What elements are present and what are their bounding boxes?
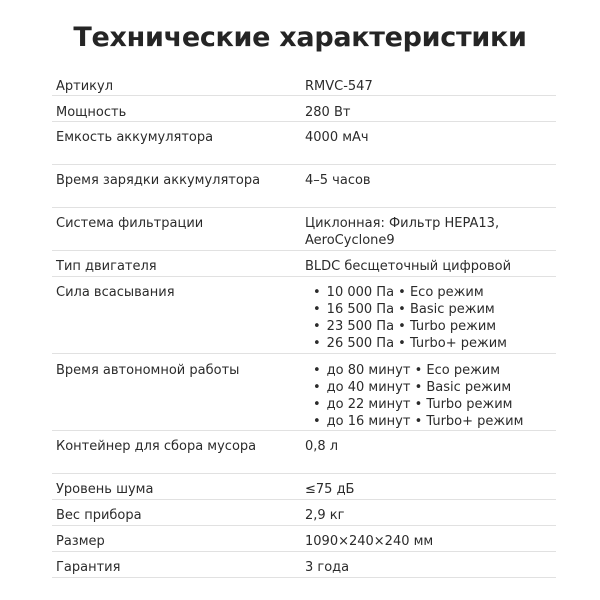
spec-label: Емкость аккумулятора (56, 130, 214, 145)
spec-row-article (52, 70, 556, 96)
spec-label: Контейнер для сбора мусора (56, 439, 257, 454)
spec-label: Система фильтрации (56, 216, 204, 231)
spec-label: Размер (56, 534, 105, 549)
spec-value: RMVC-547 (305, 79, 373, 94)
spec-label: Сила всасывания (56, 285, 175, 300)
spec-row-suction-power (52, 277, 556, 354)
spec-value: 4000 мАч (305, 130, 369, 145)
list-item: • до 40 минут • Basic режим (313, 379, 556, 396)
list-item: • 23 500 Па • Turbo режим (313, 318, 556, 335)
spec-row-warranty (52, 552, 556, 578)
spec-row-runtime (52, 354, 556, 431)
spec-row-power (52, 96, 556, 122)
spec-value (305, 362, 556, 430)
spec-value: 2,9 кг (305, 508, 345, 523)
spec-row-battery-capacity (52, 122, 556, 165)
spec-row-filtration (52, 208, 556, 251)
spec-value: ≤75 дБ (305, 482, 355, 497)
spec-value (305, 284, 556, 353)
spec-row-motor-type (52, 251, 556, 277)
list-item: • 26 500 Па • Turbo+ режим (313, 335, 556, 352)
spec-table (52, 70, 556, 578)
spec-value: 3 года (305, 560, 350, 575)
spec-row-noise-level (52, 474, 556, 500)
list-item: • до 80 минут • Eco режим (313, 362, 556, 379)
spec-value: 280 Вт (305, 105, 351, 120)
spec-label: Мощность (56, 105, 127, 120)
runtime-mode-list (305, 362, 556, 430)
spec-row-weight (52, 500, 556, 526)
spec-value: 1090×240×240 мм (305, 534, 434, 549)
page-title: Технические характеристики (73, 22, 527, 53)
spec-value: 4–5 часов (305, 173, 371, 188)
spec-label: Гарантия (56, 560, 121, 575)
suction-mode-list (305, 284, 556, 352)
spec-row-dust-container (52, 431, 556, 474)
list-item: • до 22 минут • Turbo режим (313, 396, 556, 413)
spec-label: Время автономной работы (56, 363, 240, 378)
spec-row-charging-time (52, 165, 556, 208)
spec-label: Время зарядки аккумулятора (56, 173, 261, 188)
list-item: • до 16 минут • Turbo+ режим (313, 413, 556, 430)
spec-label: Артикул (56, 79, 114, 94)
list-item: • 16 500 Па • Basic режим (313, 301, 556, 318)
spec-row-size (52, 526, 556, 552)
spec-label: Вес прибора (56, 508, 142, 523)
spec-value: Циклонная: Фильтр HEPA13, AeroCyclone9 (305, 216, 500, 248)
spec-label: Тип двигателя (56, 259, 157, 274)
spec-label: Уровень шума (56, 482, 154, 497)
spec-value: 0,8 л (305, 439, 339, 454)
list-item: • 10 000 Па • Eco режим (313, 284, 556, 301)
spec-value: BLDC бесщеточный цифровой (305, 259, 512, 274)
